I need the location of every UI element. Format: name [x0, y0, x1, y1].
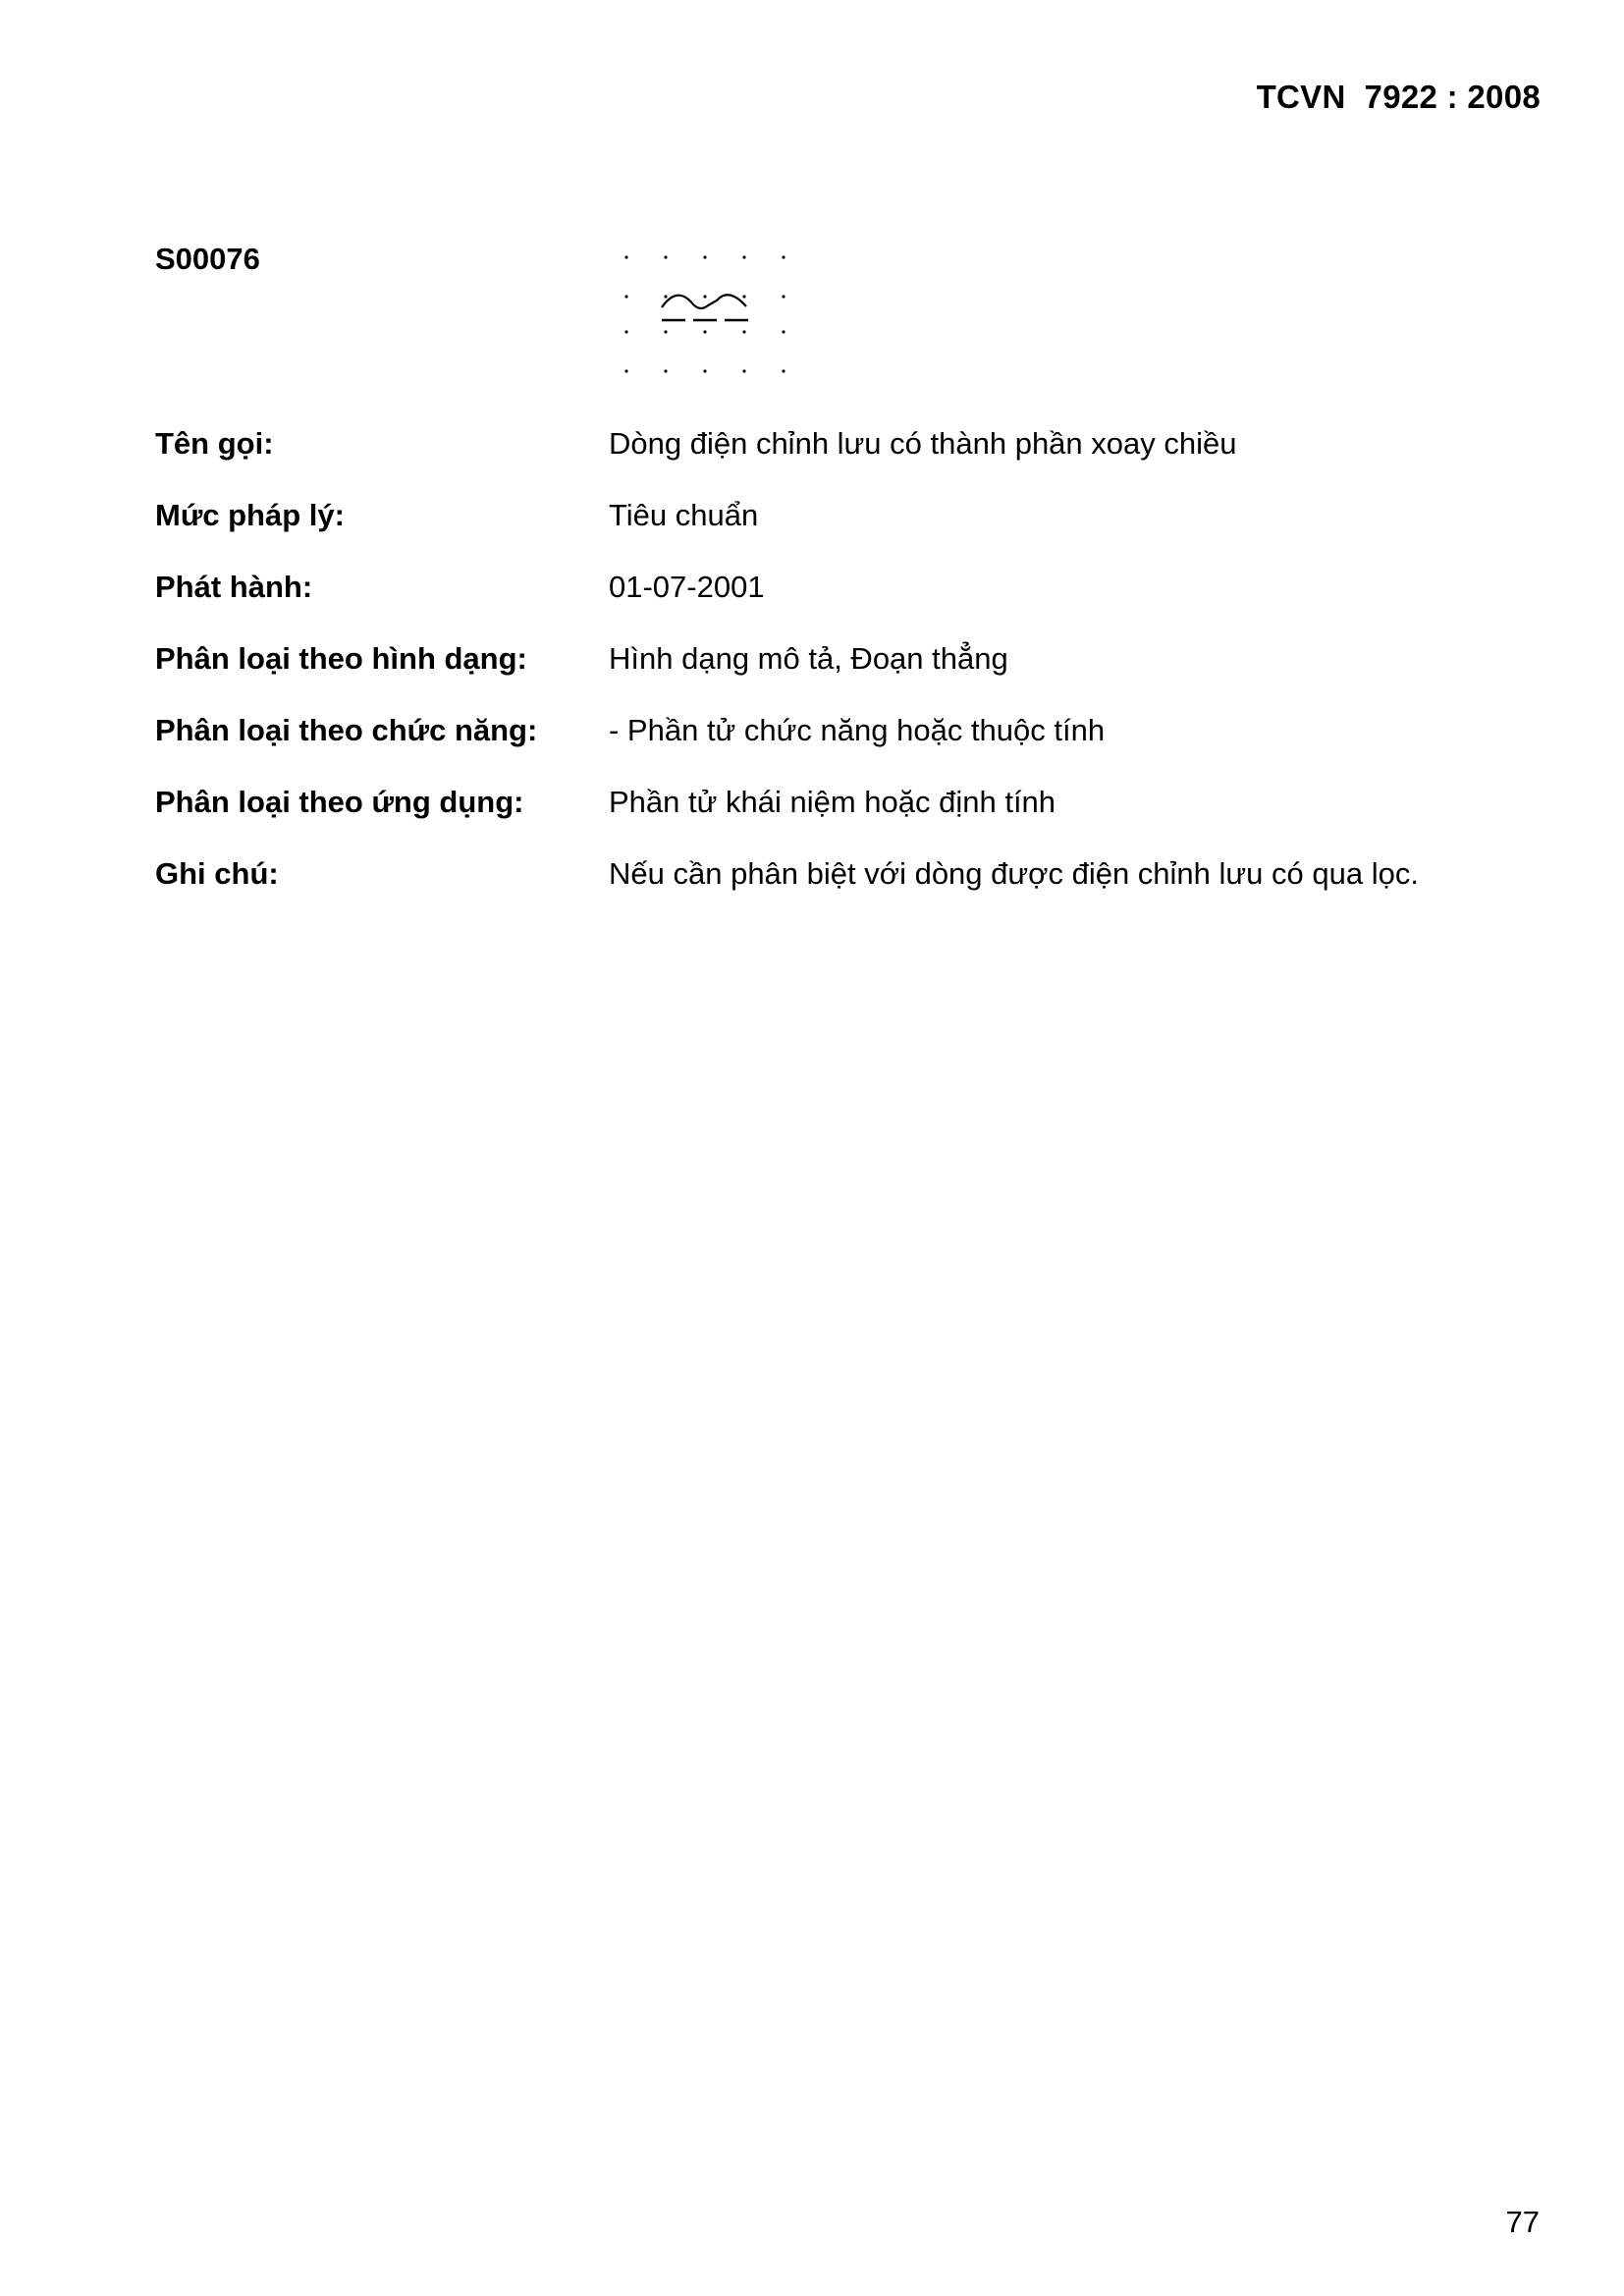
field-value: Tiêu chuẩn: [609, 498, 759, 532]
rectified-current-symbol-icon: [615, 246, 791, 383]
field-value: 01-07-2001: [609, 570, 765, 604]
field-release-row: [155, 570, 1549, 641]
field-value: Nếu cần phân biệt với dòng được điện chỉnh lưu có qua lọc.: [609, 856, 1419, 891]
field-label: Phân loại theo ứng dụng:: [155, 785, 524, 819]
field-value: Hình dạng mô tả, Đoạn thẳng: [609, 641, 1008, 676]
grid-dot: [782, 295, 785, 298]
field-legal-level-row: [155, 498, 1549, 570]
field-label: Mức pháp lý:: [155, 498, 345, 532]
grid-dot: [664, 330, 667, 333]
symbol-id: S00076: [155, 242, 260, 276]
field-label: Phân loại theo chức năng:: [155, 713, 538, 747]
grid-dot: [742, 255, 745, 258]
grid-dot: [624, 369, 627, 372]
field-label: Phát hành:: [155, 570, 313, 604]
field-function-class-row: [155, 713, 1549, 785]
field-label: Tên gọi:: [155, 426, 274, 461]
field-name-row: [155, 426, 1549, 498]
grid-dot: [664, 369, 667, 372]
grid-dot: [703, 255, 706, 258]
field-value: Phần tử khái niệm hoặc định tính: [609, 785, 1056, 819]
grid-dot: [742, 295, 745, 298]
grid-dot: [664, 295, 667, 298]
field-shape-class-row: [155, 641, 1549, 713]
field-label: Phân loại theo hình dạng:: [155, 641, 527, 676]
grid-dot: [703, 369, 706, 372]
grid-dot: [703, 330, 706, 333]
grid-dot: [742, 330, 745, 333]
symbol-attributes: [155, 426, 1549, 928]
field-application-class-row: [155, 785, 1549, 856]
field-value: Dòng điện chỉnh lưu có thành phần xoay chiều: [609, 426, 1237, 461]
grid-dot: [782, 330, 785, 333]
grid-dot: [624, 330, 627, 333]
field-label: Ghi chú:: [155, 856, 279, 891]
grid-dot: [624, 255, 627, 258]
grid-dot: [782, 369, 785, 372]
grid-dot: [782, 255, 785, 258]
grid-dot: [624, 295, 627, 298]
grid-dot: [703, 295, 706, 298]
grid-dot: [742, 369, 745, 372]
standard-header: TCVN 7922 : 2008: [1256, 79, 1541, 115]
field-value: - Phần tử chức năng hoặc thuộc tính: [609, 713, 1106, 747]
page-number: 77: [1505, 2205, 1540, 2239]
field-note-row: [155, 856, 1549, 928]
grid-dot: [664, 255, 667, 258]
